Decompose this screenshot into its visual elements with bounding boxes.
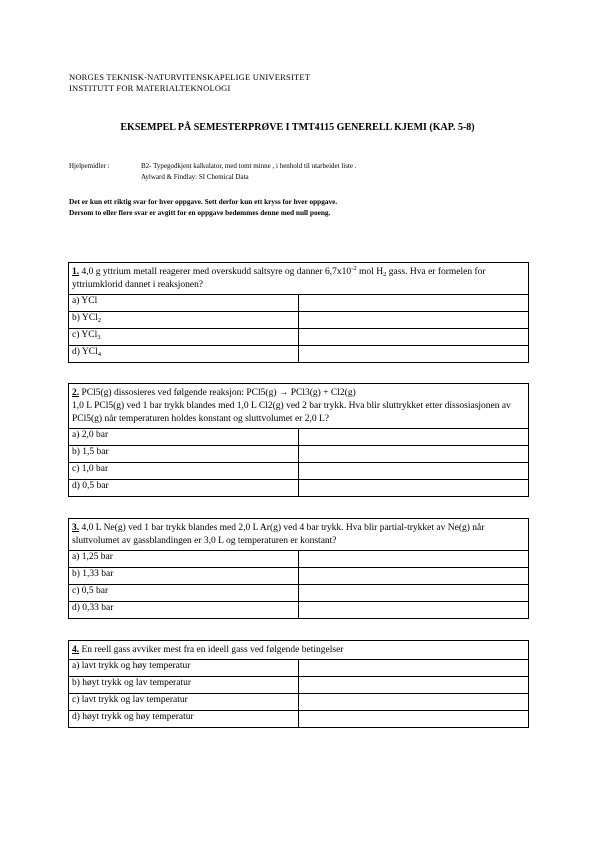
question-4-stem bbox=[69, 641, 529, 660]
question-4-option-c: c) lavt trykk og lav temperatur bbox=[69, 694, 299, 711]
question-1-table bbox=[68, 262, 529, 363]
institution-line-2: INSTITUTT FOR MATERIALTEKNOLOGI bbox=[69, 83, 231, 93]
question-2-table bbox=[68, 383, 529, 497]
question-1-subscript: 2 bbox=[383, 271, 387, 278]
question-2-stem bbox=[69, 384, 529, 429]
question-1-option-d bbox=[69, 346, 299, 363]
option-subscript: 4 bbox=[97, 351, 102, 358]
answer-checkbox[interactable] bbox=[299, 463, 529, 480]
answer-checkbox[interactable] bbox=[299, 295, 529, 312]
institution-line-1: NORGES TEKNISK-NATURVITENSKAPELIGE UNIVERSITET bbox=[69, 72, 311, 82]
question-4-table bbox=[68, 640, 529, 728]
answer-checkbox[interactable] bbox=[299, 346, 529, 363]
answer-checkbox[interactable] bbox=[299, 677, 529, 694]
answer-checkbox[interactable] bbox=[299, 585, 529, 602]
question-1-stem-part-b: mol H bbox=[356, 267, 384, 277]
question-2-option-c: c) 1,0 bar bbox=[69, 463, 299, 480]
answer-checkbox[interactable] bbox=[299, 446, 529, 463]
question-2-option-b: b) 1,5 bar bbox=[69, 446, 299, 463]
answer-checkbox[interactable] bbox=[299, 429, 529, 446]
answer-checkbox[interactable] bbox=[299, 568, 529, 585]
question-1-stem bbox=[69, 263, 529, 295]
question-3-table bbox=[68, 518, 529, 619]
answer-checkbox[interactable] bbox=[299, 602, 529, 619]
question-1-exponent: -2 bbox=[351, 265, 357, 272]
exam-title: EKSEMPEL PÅ SEMESTERPRØVE I TMT4115 GENERELL KJEMI (KAP. 5-8) bbox=[120, 122, 475, 133]
option-text: c) YCl bbox=[72, 330, 98, 340]
question-3-option-a: a) 1,25 bar bbox=[69, 551, 299, 568]
question-4-option-d: d) høyt trykk og høy temperatur bbox=[69, 711, 299, 728]
option-text: d) YCl bbox=[72, 347, 98, 357]
question-3-option-b: b) 1,33 bar bbox=[69, 568, 299, 585]
answer-checkbox[interactable] bbox=[299, 694, 529, 711]
answer-checkbox[interactable] bbox=[299, 551, 529, 568]
option-text: a) YCl bbox=[72, 296, 98, 306]
answer-checkbox[interactable] bbox=[299, 660, 529, 677]
option-text: b) YCl bbox=[72, 313, 98, 323]
question-1-option-c bbox=[69, 329, 299, 346]
institution-header bbox=[69, 72, 310, 94]
question-2-stem-line-2: 1,0 L PCl5(g) ved 1 bar trykk blandes med 1,0 L Cl2(g) ved 2 bar trykk. Hva blir sluttrykket etter dissosiasjonen av PCl5(g) når temperaturen holdes konstant og sluttvolumet er 2,0 L? bbox=[72, 401, 511, 424]
question-3-option-d: d) 0,33 bar bbox=[69, 602, 299, 619]
instructions-line-1: Det er kun ett riktig svar for hver oppgave. Sett derfor kun ett kryss for hver oppgave. bbox=[69, 197, 338, 206]
aids-label: Hjelpemidler : bbox=[69, 162, 110, 170]
question-2-stem-line-1: PCl5(g) dissosieres ved følgende reaksjon: PCl5(g) → PCl3(g) + Cl2(g) bbox=[79, 388, 356, 398]
question-3-option-c: c) 0,5 bar bbox=[69, 585, 299, 602]
answer-checkbox[interactable] bbox=[299, 480, 529, 497]
instructions-block bbox=[69, 196, 337, 218]
question-3-stem-text: 4,0 L Ne(g) ved 1 bar trykk blandes med 2,0 L Ar(g) ved 4 bar trykk. Hva blir partial-trykket av Ne(g) når sluttvolumet av gassblandingen er 3,0 L og temperaturen er konstant? bbox=[72, 523, 485, 546]
question-4-option-b: b) høyt trykk og lav temperatur bbox=[69, 677, 299, 694]
question-number: 3. bbox=[72, 523, 80, 533]
answer-checkbox[interactable] bbox=[299, 312, 529, 329]
question-4-stem-text: En reell gass avviker mest fra en ideell gass ved følgende betingelser bbox=[79, 645, 344, 655]
aids-block bbox=[69, 161, 356, 183]
question-2-option-d: d) 0,5 bar bbox=[69, 480, 299, 497]
answer-checkbox[interactable] bbox=[299, 329, 529, 346]
question-number: 1. bbox=[72, 267, 80, 277]
answer-checkbox[interactable] bbox=[299, 711, 529, 728]
aids-line-2: Aylward & Findlay: SI Chemical Data bbox=[141, 173, 249, 181]
question-number: 4. bbox=[72, 645, 80, 655]
aids-line-1: B2- Typegodkjent kalkulator, med tomt minne , i henhold til utarbeidet liste . bbox=[141, 162, 357, 170]
question-3-stem bbox=[69, 519, 529, 551]
question-2-option-a: a) 2,0 bar bbox=[69, 429, 299, 446]
instructions-line-2: Dersom to eller flere svar er avgitt for en oppgave bedømmes denne med null poeng. bbox=[69, 208, 331, 217]
question-1-option-b bbox=[69, 312, 299, 329]
option-subscript: 3 bbox=[97, 334, 101, 341]
question-1-stem-part-a: 4,0 g yttrium metall reagerer med overskudd saltsyre og danner 6,7x10 bbox=[79, 267, 352, 277]
option-subscript: 2 bbox=[97, 317, 102, 324]
question-1-option-a bbox=[69, 295, 299, 312]
question-4-option-a: a) lavt trykk og høy temperatur bbox=[69, 660, 299, 677]
question-1-stem-part-c: gass. Hva er formelen for yttriumklorid dannet i reaksjonen? bbox=[72, 267, 486, 290]
question-number: 2. bbox=[72, 388, 80, 398]
